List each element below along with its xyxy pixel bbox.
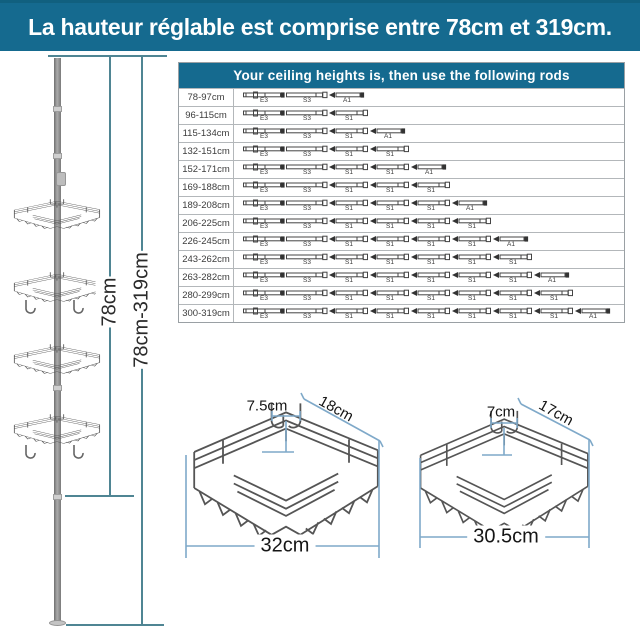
rod-sequence bbox=[234, 197, 624, 214]
rod-code-label: S1 bbox=[427, 294, 435, 302]
ceiling-height-range: 132-151cm bbox=[179, 143, 234, 160]
table-row bbox=[179, 160, 624, 178]
ceiling-height-range: 96-115cm bbox=[179, 107, 234, 124]
rod-s3-graphic bbox=[286, 91, 328, 105]
rod-code-label: S1 bbox=[386, 150, 394, 158]
ceiling-line bbox=[48, 55, 167, 57]
table-row bbox=[179, 142, 624, 160]
ceiling-height-range: 206-225cm bbox=[179, 215, 234, 232]
rod-e3-graphic bbox=[243, 109, 285, 123]
rod-s1-graphic bbox=[329, 253, 369, 267]
rod-code-label: S1 bbox=[509, 258, 517, 266]
table-row bbox=[179, 232, 624, 250]
rod-s3-graphic bbox=[286, 253, 328, 267]
rod-code-label: S1 bbox=[386, 204, 394, 212]
pole-adjuster bbox=[56, 172, 66, 186]
rod-table-header: Your ceiling heights is, then use the following rods bbox=[179, 63, 624, 88]
rod-e3-graphic bbox=[243, 271, 285, 285]
rod-code-label: S1 bbox=[550, 312, 558, 320]
rod-s1-graphic bbox=[452, 307, 492, 321]
rod-code-label: E3 bbox=[260, 312, 268, 320]
rod-s1-graphic bbox=[452, 217, 492, 231]
hanging-hook-icon bbox=[24, 300, 36, 315]
rod-code-label: S3 bbox=[303, 186, 311, 194]
corner-basket-graphic bbox=[11, 198, 103, 231]
rod-s1-graphic bbox=[370, 307, 410, 321]
rod-code-label: A1 bbox=[589, 312, 597, 320]
rod-s1-graphic bbox=[329, 199, 369, 213]
rod-sequence bbox=[234, 107, 624, 124]
rod-code-label: S1 bbox=[386, 258, 394, 266]
rod-code-label: A1 bbox=[507, 240, 515, 248]
rod-code-label: S1 bbox=[345, 150, 353, 158]
rod-s3-graphic bbox=[286, 127, 328, 141]
corner-basket-graphic bbox=[11, 413, 103, 446]
rod-s3-graphic bbox=[286, 217, 328, 231]
table-row bbox=[179, 106, 624, 124]
rod-s1-graphic bbox=[411, 235, 451, 249]
rod-code-label: S1 bbox=[345, 294, 353, 302]
rod-code-label: A1 bbox=[343, 96, 351, 104]
rod-e3-graphic bbox=[243, 235, 285, 249]
rod-sequence bbox=[234, 89, 624, 106]
rod-code-label: S1 bbox=[509, 294, 517, 302]
rod-code-label: S3 bbox=[303, 114, 311, 122]
rod-a1-graphic bbox=[575, 307, 611, 321]
tension-pole bbox=[54, 58, 61, 622]
rod-s1-graphic bbox=[493, 253, 533, 267]
rod-code-label: S1 bbox=[427, 276, 435, 284]
rod-code-label: S1 bbox=[427, 258, 435, 266]
rod-s1-graphic bbox=[411, 181, 451, 195]
rod-code-label: A1 bbox=[466, 204, 474, 212]
banner-title: La hauteur réglable est comprise entre 78cm et 319cm. bbox=[28, 13, 612, 40]
rod-s3-graphic bbox=[286, 181, 328, 195]
rod-code-label: S1 bbox=[386, 294, 394, 302]
rod-s1-graphic bbox=[452, 253, 492, 267]
rod-code-label: S1 bbox=[345, 258, 353, 266]
rod-e3-graphic bbox=[243, 91, 285, 105]
header-banner bbox=[0, 0, 640, 51]
table-row bbox=[179, 304, 624, 322]
rod-code-label: S3 bbox=[303, 240, 311, 248]
rod-code-label: S1 bbox=[386, 312, 394, 320]
small-basket-notch-label: 7cm bbox=[486, 403, 516, 421]
rod-code-label: S3 bbox=[303, 96, 311, 104]
rod-code-label: S1 bbox=[468, 294, 476, 302]
pole-joint bbox=[53, 385, 62, 391]
rod-e3-graphic bbox=[243, 307, 285, 321]
rod-sequence bbox=[234, 287, 624, 304]
rod-s1-graphic bbox=[452, 235, 492, 249]
rod-s1-graphic bbox=[452, 271, 492, 285]
rod-s1-graphic bbox=[411, 199, 451, 213]
rod-code-label: E3 bbox=[260, 240, 268, 248]
rod-s1-graphic bbox=[493, 307, 533, 321]
rod-code-label: S1 bbox=[386, 222, 394, 230]
rod-code-label: S1 bbox=[468, 258, 476, 266]
rod-code-label: S1 bbox=[468, 240, 476, 248]
rod-sequence bbox=[234, 305, 624, 322]
rod-code-label: S1 bbox=[386, 186, 394, 194]
rod-s1-graphic bbox=[534, 307, 574, 321]
rod-code-label: S1 bbox=[345, 204, 353, 212]
rod-code-label: S1 bbox=[386, 168, 394, 176]
rod-code-label: S3 bbox=[303, 132, 311, 140]
rod-sequence bbox=[234, 143, 624, 160]
table-row bbox=[179, 268, 624, 286]
min-height-label: 78cm bbox=[96, 277, 125, 328]
rod-e3-graphic bbox=[243, 145, 285, 159]
pole-foot bbox=[49, 620, 66, 626]
rod-e3-graphic bbox=[243, 163, 285, 177]
rod-code-label: A1 bbox=[384, 132, 392, 140]
rod-s1-graphic bbox=[493, 289, 533, 303]
rod-s3-graphic bbox=[286, 109, 328, 123]
rod-s1-graphic bbox=[370, 199, 410, 213]
corner-basket-graphic bbox=[11, 343, 103, 376]
rod-s1-graphic bbox=[493, 271, 533, 285]
rod-s1-graphic bbox=[329, 127, 369, 141]
rod-s3-graphic bbox=[286, 235, 328, 249]
rod-code-label: S1 bbox=[427, 204, 435, 212]
large-basket-notch-label: 7.5cm bbox=[246, 397, 288, 415]
rod-s3-graphic bbox=[286, 289, 328, 303]
rod-code-label: S1 bbox=[509, 312, 517, 320]
rod-code-label: E3 bbox=[260, 132, 268, 140]
table-row bbox=[179, 250, 624, 268]
small-basket-width-label: 30.5cm bbox=[467, 526, 545, 549]
rod-code-label: S1 bbox=[509, 276, 517, 284]
rod-code-label: S3 bbox=[303, 294, 311, 302]
ceiling-height-range: 169-188cm bbox=[179, 179, 234, 196]
rod-s1-graphic bbox=[329, 181, 369, 195]
large-basket-width-label: 32cm bbox=[255, 535, 316, 558]
dim-tick-floor bbox=[66, 624, 164, 626]
rod-code-label: E3 bbox=[260, 258, 268, 266]
rod-sequence bbox=[234, 251, 624, 268]
rod-code-label: E3 bbox=[260, 222, 268, 230]
rod-s3-graphic bbox=[286, 271, 328, 285]
rod-s1-graphic bbox=[370, 145, 410, 159]
dim-tick-78 bbox=[65, 495, 134, 497]
rod-a1-graphic bbox=[411, 163, 447, 177]
table-row bbox=[179, 88, 624, 106]
rod-e3-graphic bbox=[243, 127, 285, 141]
pole-joint bbox=[53, 153, 62, 159]
rod-sequence bbox=[234, 233, 624, 250]
rod-s1-graphic bbox=[411, 217, 451, 231]
rod-code-label: S1 bbox=[427, 222, 435, 230]
rod-s1-graphic bbox=[411, 307, 451, 321]
table-row bbox=[179, 178, 624, 196]
table-row bbox=[179, 196, 624, 214]
rod-code-label: E3 bbox=[260, 168, 268, 176]
rod-s3-graphic bbox=[286, 307, 328, 321]
rod-s3-graphic bbox=[286, 163, 328, 177]
rod-code-label: E3 bbox=[260, 276, 268, 284]
pole-joint bbox=[53, 106, 62, 112]
rod-code-label: S1 bbox=[468, 312, 476, 320]
rod-s3-graphic bbox=[286, 145, 328, 159]
rod-code-label: S1 bbox=[345, 132, 353, 140]
rod-code-label: S1 bbox=[427, 312, 435, 320]
rod-code-label: S1 bbox=[386, 240, 394, 248]
rod-e3-graphic bbox=[243, 217, 285, 231]
rod-e3-graphic bbox=[243, 289, 285, 303]
rod-s1-graphic bbox=[411, 289, 451, 303]
rod-code-label: S1 bbox=[345, 222, 353, 230]
table-row bbox=[179, 286, 624, 304]
rod-s1-graphic bbox=[329, 109, 369, 123]
rod-s1-graphic bbox=[370, 271, 410, 285]
rod-s1-graphic bbox=[411, 253, 451, 267]
rod-e3-graphic bbox=[243, 253, 285, 267]
rod-sequence bbox=[234, 179, 624, 196]
rod-s1-graphic bbox=[370, 289, 410, 303]
rod-code-label: E3 bbox=[260, 114, 268, 122]
rod-s1-graphic bbox=[329, 235, 369, 249]
rod-code-label: S3 bbox=[303, 258, 311, 266]
rod-code-label: S1 bbox=[345, 186, 353, 194]
rod-a1-graphic bbox=[370, 127, 406, 141]
rod-table bbox=[178, 62, 625, 323]
rod-s3-graphic bbox=[286, 199, 328, 213]
rod-s1-graphic bbox=[329, 307, 369, 321]
rod-s1-graphic bbox=[329, 289, 369, 303]
rod-s1-graphic bbox=[370, 235, 410, 249]
rod-code-label: S1 bbox=[386, 276, 394, 284]
rod-code-label: E3 bbox=[260, 150, 268, 158]
rod-s1-graphic bbox=[329, 217, 369, 231]
rod-code-label: S1 bbox=[468, 276, 476, 284]
rod-table-rows bbox=[179, 88, 624, 322]
rod-code-label: S1 bbox=[550, 294, 558, 302]
hanging-hook-icon bbox=[72, 300, 84, 315]
rod-code-label: S1 bbox=[468, 222, 476, 230]
ceiling-height-range: 263-282cm bbox=[179, 269, 234, 286]
rod-s1-graphic bbox=[329, 145, 369, 159]
rod-code-label: S1 bbox=[345, 312, 353, 320]
rod-s1-graphic bbox=[534, 289, 574, 303]
rod-code-label: S1 bbox=[427, 240, 435, 248]
rod-sequence bbox=[234, 161, 624, 178]
rod-e3-graphic bbox=[243, 181, 285, 195]
rod-code-label: S1 bbox=[345, 114, 353, 122]
rod-s1-graphic bbox=[329, 271, 369, 285]
rod-code-label: S3 bbox=[303, 312, 311, 320]
rod-code-label: S1 bbox=[345, 168, 353, 176]
ceiling-height-range: 189-208cm bbox=[179, 197, 234, 214]
hanging-hook-icon bbox=[24, 445, 36, 460]
rod-sequence bbox=[234, 215, 624, 232]
rod-s1-graphic bbox=[370, 253, 410, 267]
ceiling-height-range: 115-134cm bbox=[179, 125, 234, 142]
rod-s1-graphic bbox=[370, 181, 410, 195]
rod-code-label: S3 bbox=[303, 150, 311, 158]
rod-code-label: S3 bbox=[303, 168, 311, 176]
rod-code-label: E3 bbox=[260, 294, 268, 302]
ceiling-height-range: 243-262cm bbox=[179, 251, 234, 268]
ceiling-height-range: 300-319cm bbox=[179, 305, 234, 322]
ceiling-height-range: 226-245cm bbox=[179, 233, 234, 250]
rod-sequence bbox=[234, 269, 624, 286]
rod-sequence bbox=[234, 125, 624, 142]
rod-s1-graphic bbox=[452, 289, 492, 303]
rod-a1-graphic bbox=[493, 235, 529, 249]
pole-joint bbox=[53, 494, 62, 500]
rod-a1-graphic bbox=[329, 91, 365, 105]
table-row bbox=[179, 124, 624, 142]
rod-code-label: S1 bbox=[345, 240, 353, 248]
rod-a1-graphic bbox=[534, 271, 570, 285]
height-range-label: 78cm-319cm bbox=[128, 251, 157, 369]
small-basket-depth-label: 17cm bbox=[535, 396, 577, 430]
ceiling-height-range: 78-97cm bbox=[179, 89, 234, 106]
rod-e3-graphic bbox=[243, 199, 285, 213]
rod-code-label: E3 bbox=[260, 204, 268, 212]
large-corner-basket-graphic bbox=[187, 398, 385, 546]
rod-code-label: S1 bbox=[345, 276, 353, 284]
rod-code-label: S3 bbox=[303, 222, 311, 230]
ceiling-height-range: 152-171cm bbox=[179, 161, 234, 178]
rod-code-label: S3 bbox=[303, 276, 311, 284]
hanging-hook-icon bbox=[72, 445, 84, 460]
rod-code-label: S1 bbox=[427, 186, 435, 194]
rod-code-label: A1 bbox=[425, 168, 433, 176]
ceiling-height-range: 280-299cm bbox=[179, 287, 234, 304]
rod-a1-graphic bbox=[452, 199, 488, 213]
rod-s1-graphic bbox=[329, 163, 369, 177]
rod-s1-graphic bbox=[370, 217, 410, 231]
large-basket-depth-label: 18cm bbox=[315, 392, 357, 426]
rod-s1-graphic bbox=[411, 271, 451, 285]
rod-s1-graphic bbox=[370, 163, 410, 177]
rod-code-label: A1 bbox=[548, 276, 556, 284]
table-row bbox=[179, 214, 624, 232]
rod-code-label: E3 bbox=[260, 96, 268, 104]
rod-code-label: E3 bbox=[260, 186, 268, 194]
rod-code-label: S3 bbox=[303, 204, 311, 212]
